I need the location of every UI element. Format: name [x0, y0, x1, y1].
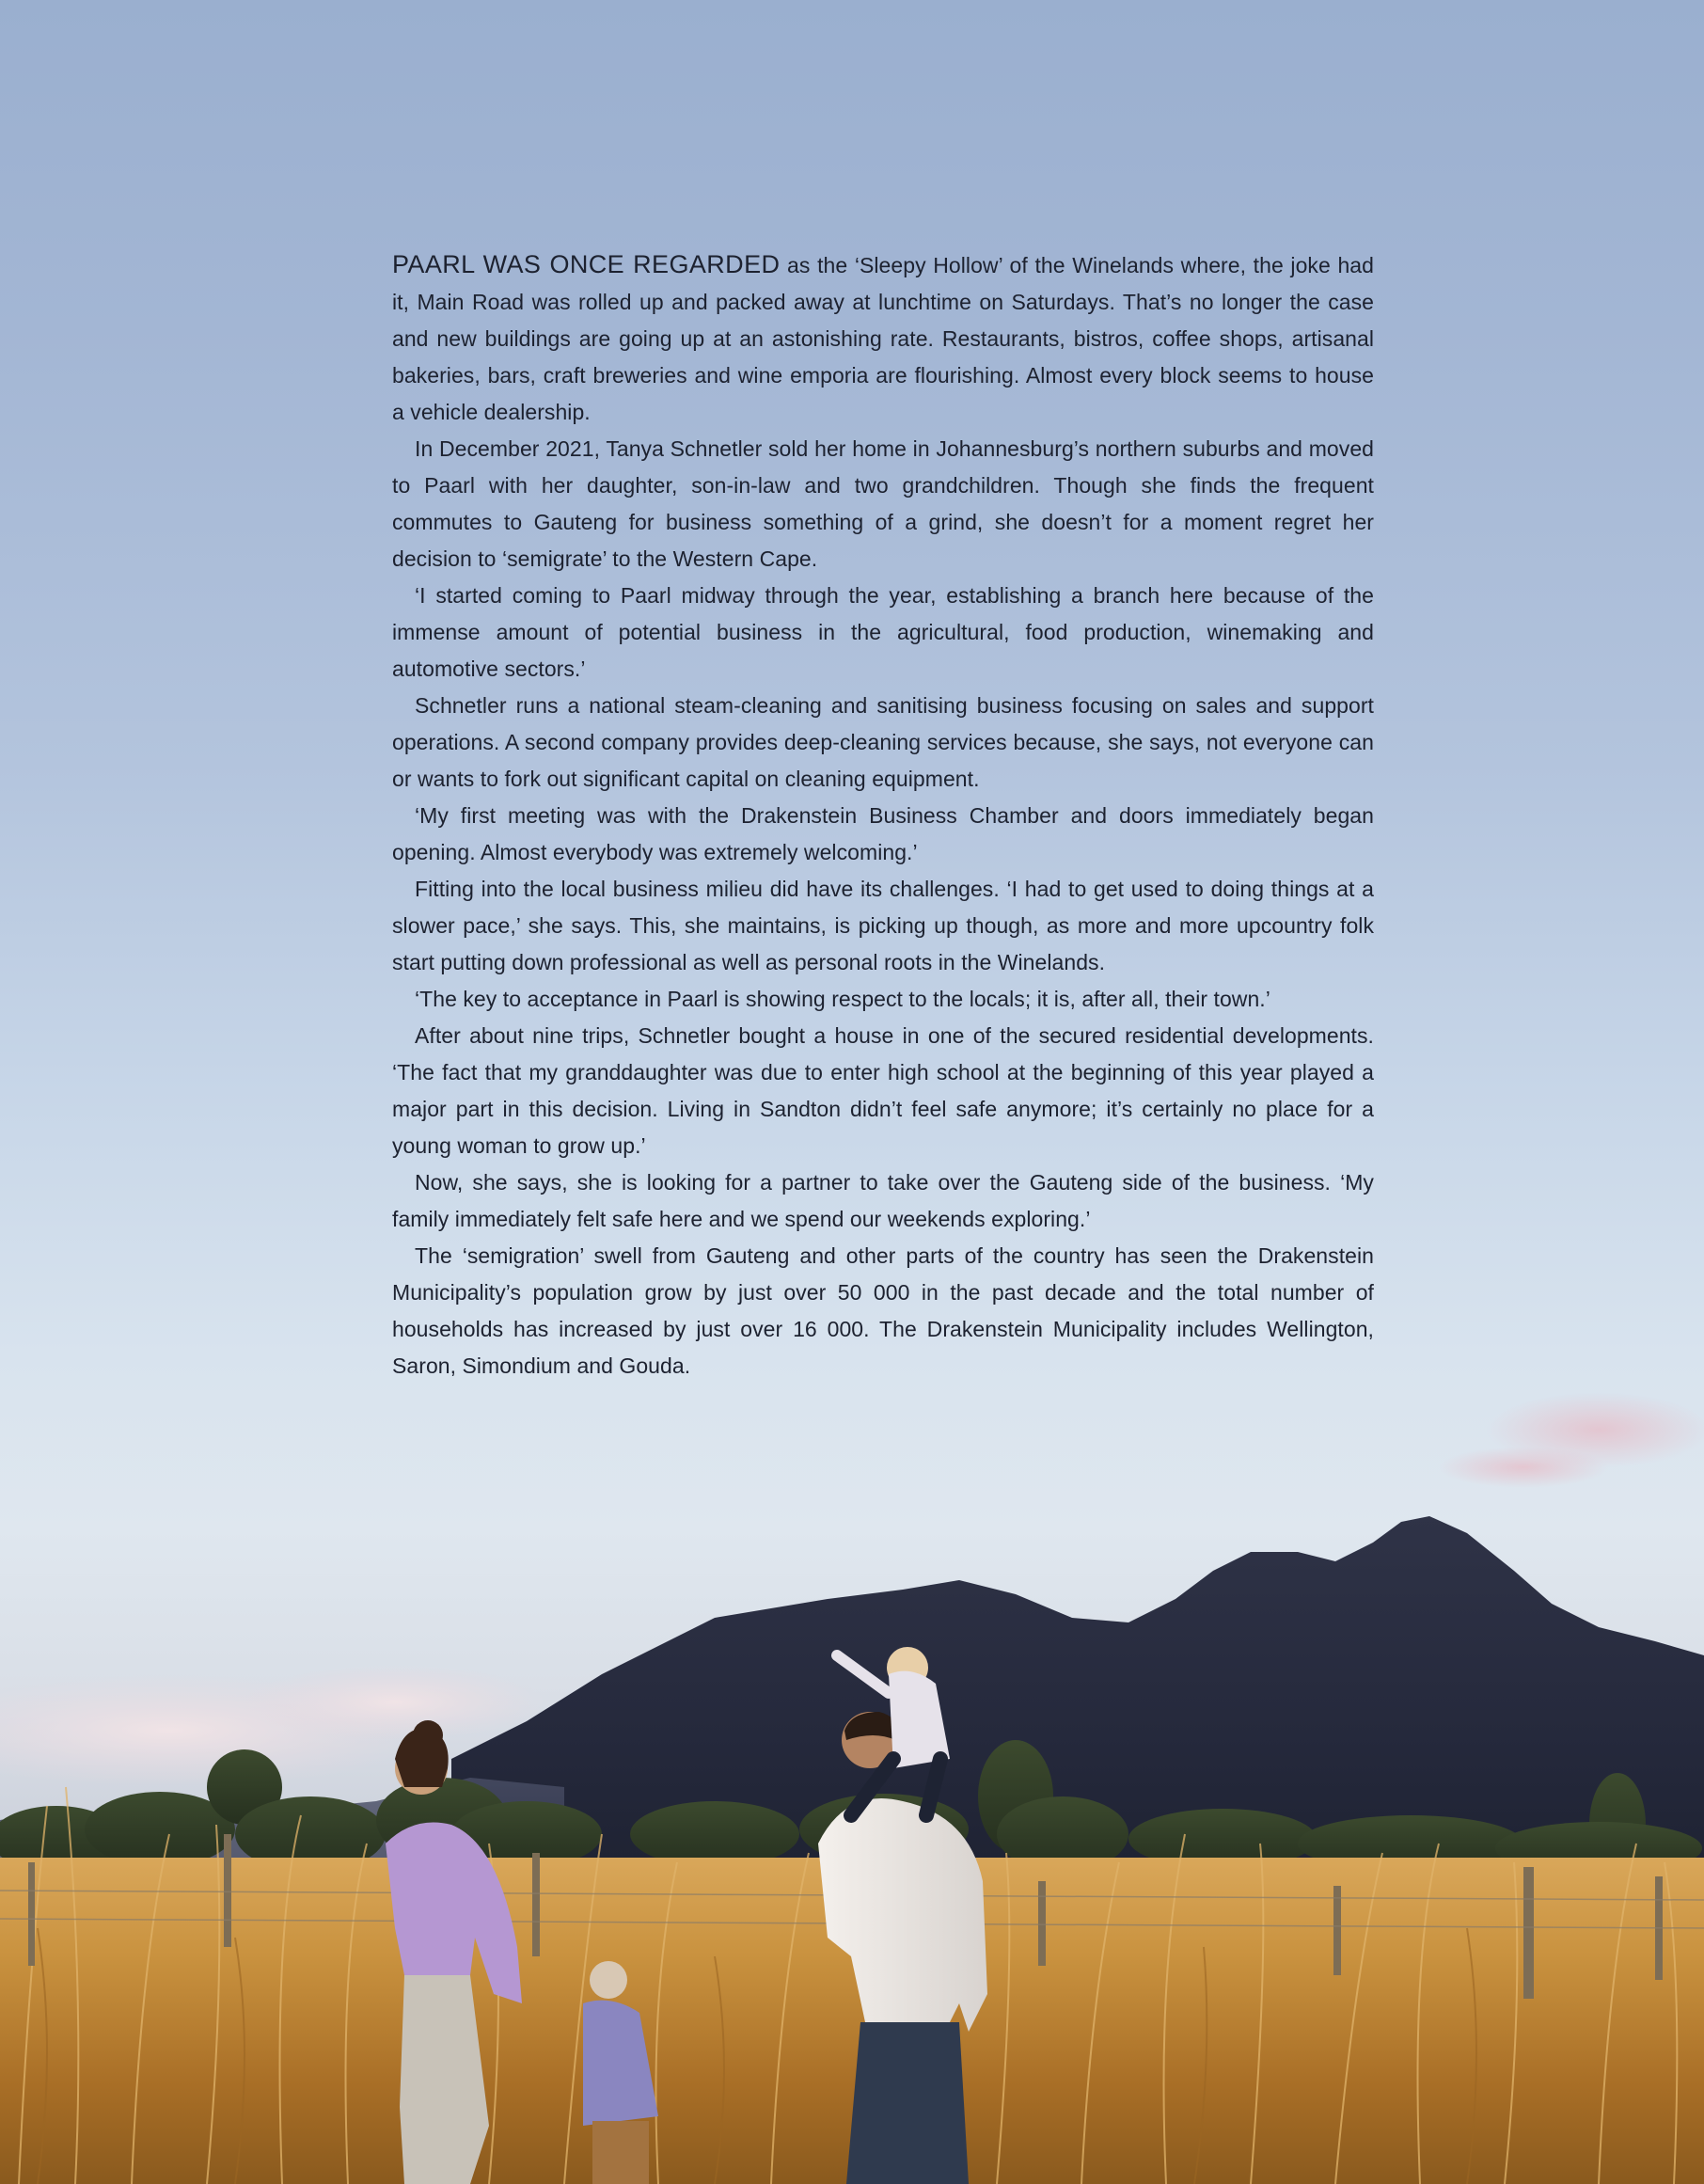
body-paragraph: ‘My first meeting was with the Drakenstein Business Chamber and doors immediately began opening. Almost everybody was extremely welcoming.’	[392, 803, 1374, 864]
body-paragraph: The ‘semigration’ swell from Gauteng and other parts of the country has seen the Drakenstein Municipality’s population grow by just over 50 000 in the past decade and the total number of households has increased by just over 16 000. The Drakenstein Municipality includes Wellington, Saron, Simondium and Gouda.	[392, 1243, 1374, 1378]
body-paragraph: In December 2021, Tanya Schnetler sold her home in Johannesburg’s northern suburbs and moved to Paarl with her daughter, son-in-law and two grandchildren. Though she finds the frequent commutes to Gauteng for business something of a grind, she doesn’t for a moment regret her decision to ‘semigrate’ to the Western Cape.	[392, 436, 1374, 571]
lead-text: as the ‘Sleepy Hollow’ of the Winelands where, the joke had it, Main Road was rolled up and packed away at lunchtime on Saturdays. That’s no longer the case and new buildings are going up at an astonishing rate. Restaurants, bistros, coffee shops, artisanal bakeries, bars, craft breweries and wine emporia are flourishing. Almost every block seems to house a vehicle dealership.	[392, 253, 1374, 424]
body-paragraph: Now, she says, she is looking for a partner to take over the Gauteng side of the business. ‘My family immediately felt safe here and we spend our weekends exploring.’	[392, 1170, 1374, 1231]
body-paragraph: ‘I started coming to Paarl midway through the year, establishing a branch here because of the immense amount of potential business in the agricultural, food production, winemaking and automotive sectors.’	[392, 583, 1374, 681]
lead-paragraph	[392, 246, 1374, 431]
body-paragraph: After about nine trips, Schnetler bought a house in one of the secured residential developments. ‘The fact that my granddaughter was due to enter high school at the beginning of this year played a major part in this decision. Living in Sandton didn’t feel safe anymore; it’s certainly no place for a young woman to grow up.’	[392, 1023, 1374, 1158]
body-paragraph: Schnetler runs a national steam-cleaning and sanitising business focusing on sales and support operations. A second company provides deep-cleaning services because, she says, not everyone can or wants to fork out significant capital on cleaning equipment.	[392, 693, 1374, 791]
body-paragraph: Fitting into the local business milieu did have its challenges. ‘I had to get used to doing things at a slower pace,’ she says. This, she maintains, is picking up though, as more and more upcountry folk start putting down professional as well as personal roots in the Winelands.	[392, 877, 1374, 974]
body-paragraph: ‘The key to acceptance in Paarl is showing respect to the locals; it is, after all, their town.’	[415, 987, 1270, 1011]
article-body	[392, 246, 1374, 1385]
lead-caps: PAARL WAS ONCE REGARDED	[392, 250, 781, 278]
